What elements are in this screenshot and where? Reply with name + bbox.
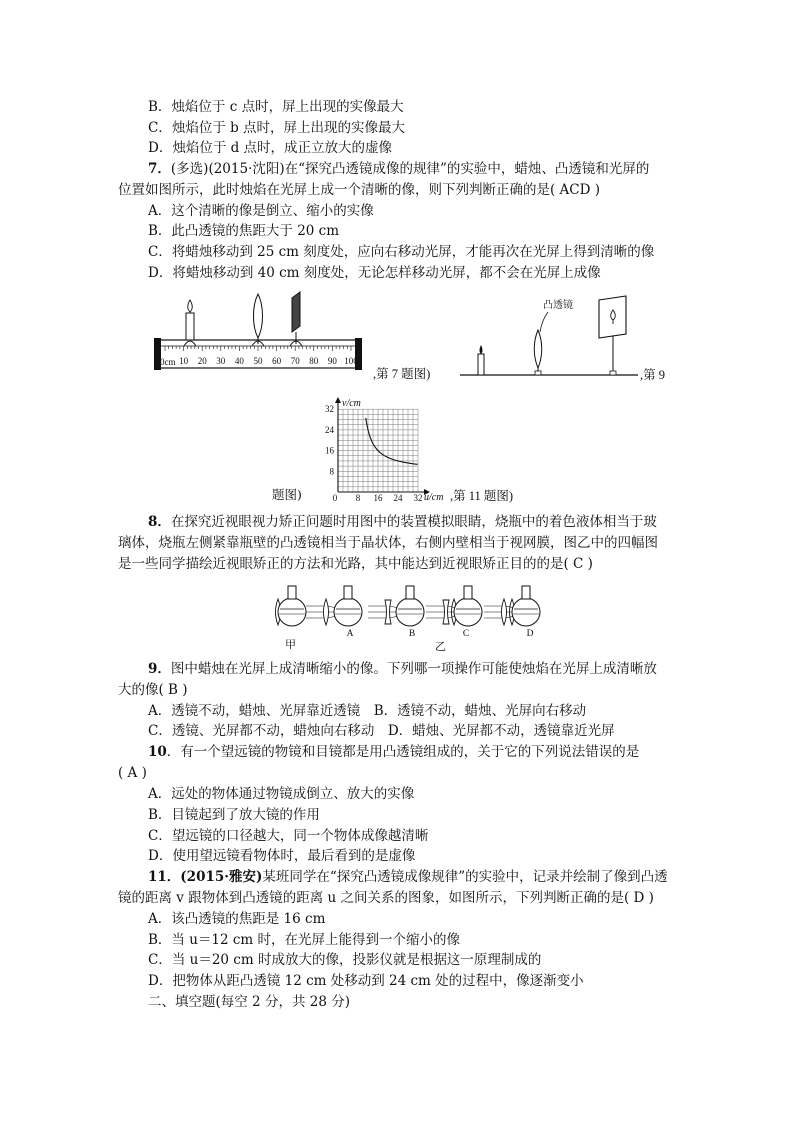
q9-options-cd: C．透镜、光屏都不动，蜡烛向右移动 D．蜡烛、光屏都不动，透镜靠近光屏 — [148, 723, 615, 739]
x-axis-label: u/cm — [424, 492, 444, 503]
bench-tick-label: 10 — [179, 356, 189, 366]
q7-option-d: D．将蜡烛移动到 40 cm 刻度处，无论怎样移动光屏，都不会在光屏上成像 — [148, 265, 601, 281]
lens-label: 凸透镜 — [543, 300, 573, 311]
flask-model — [396, 586, 424, 626]
y-tick-label: 8 — [329, 466, 334, 477]
figure-9-caption-part1: ,第 9 — [640, 368, 666, 382]
q10-option-d: D．使用望远镜看物体时，最后看到的是虚像 — [148, 848, 416, 864]
flame-icon — [188, 300, 193, 312]
q10-option-b: B．目镜起到了放大镜的作用 — [148, 807, 320, 823]
figure-9-setup — [456, 290, 676, 386]
figure-8-option-label: B — [408, 629, 416, 639]
q9-number: 9． — [148, 661, 171, 677]
q11-stem-line1 — [148, 867, 668, 887]
q8-stem-line3: 是一些同学描绘近视眼矫正的方法和光路，其中能达到近视眼矫正目的的是( C ) — [118, 556, 593, 572]
q8-stem-line1 — [148, 512, 657, 532]
flask-model — [454, 586, 482, 626]
q11-option-d: D．把物体从距凸透镜 12 cm 处移动到 24 cm 处的过程中，像逐渐变小 — [148, 973, 584, 989]
q7-text: (多选)(2015·沈阳)在“探究凸透镜成像的规律”的实验中，蜡烛、凸透镜和光屏的 — [170, 161, 650, 177]
bench-tick-label: 40 — [234, 356, 244, 366]
q7-option-a: A．这个清晰的像是倒立、缩小的实像 — [148, 203, 374, 219]
q10-option-a: A．远处的物体通过物镜成倒立、放大的实像 — [148, 786, 415, 802]
q7-stem-line1 — [148, 159, 649, 179]
y-axis-label: v/cm — [342, 398, 361, 409]
x-tick-label: 0 — [332, 493, 338, 503]
bench-tick-label: 70 — [290, 356, 300, 366]
q11-number: 11 — [148, 869, 167, 885]
figure-11-caption: ,第 11 题图) — [450, 489, 514, 503]
figure-8-eye-models — [268, 584, 568, 653]
figure-11-graph — [300, 392, 560, 504]
q8-text: 在探究近视眼视力矫正问题时用图中的装置模拟眼睛，烧瓶中的着色液体相当于玻 — [170, 514, 657, 530]
x-tick-label: 24 — [393, 493, 403, 503]
q10-option-c: C．望远镜的口径越大，同一个物体成像越清晰 — [148, 828, 429, 844]
y-tick-label: 32 — [325, 404, 334, 415]
q11-stem-line2: 镜的距离 v 跟物体到凸透镜的距离 u 之间关系的图象，如图所示，下列判断正确的是( D ) — [118, 890, 654, 906]
small-candle — [478, 345, 484, 375]
q9-stem-line1 — [148, 659, 657, 679]
figure-7-optical-bench — [150, 288, 450, 386]
bench-tick-label: 60 — [272, 356, 282, 366]
q7-option-b: B．此凸透镜的焦距大于 20 cm — [148, 223, 340, 239]
figure-7-caption: ,第 7 题图) — [373, 367, 431, 381]
convex-lens — [534, 330, 542, 375]
ray-bundle — [306, 606, 326, 618]
lens-pointer-line — [540, 312, 548, 332]
section-2-heading: 二、填空题(每空 2 分，共 28 分) — [148, 994, 350, 1010]
q6-option-c: C．烛焰位于 b 点时，屏上出现的实像最大 — [148, 120, 406, 136]
ray-bundle — [368, 606, 388, 618]
flask-model — [512, 586, 540, 626]
bench-tick-label: 20 — [197, 356, 207, 366]
q11-option-b: B．当 u＝12 cm 时，在光屏上能得到一个缩小的像 — [148, 932, 461, 948]
q11-source: ．(2015·雅安) — [166, 869, 263, 885]
figure-8-option-label: C — [462, 629, 470, 639]
q7-option-c: C．将蜡烛移动到 25 cm 刻度处，应向右移动光屏，才能再次在光屏上得到清晰的像 — [148, 244, 655, 260]
q10-text: ．有一个望远镜的物镜和目镜都是用凸透镜组成的，关于它的下列说法错误的是 — [166, 744, 640, 760]
light-screen — [292, 292, 300, 344]
figure-8-yi-label: 乙 — [435, 641, 446, 653]
convex-lens — [254, 294, 263, 344]
correction-lens — [324, 599, 329, 625]
x-tick-label: 16 — [373, 493, 383, 503]
bench-tick-label: 100 — [344, 356, 358, 366]
x-tick-label: 32 — [413, 493, 423, 503]
figure-8-jia-label: 甲 — [285, 639, 296, 651]
figure-8-option-label: D — [526, 629, 534, 639]
q11-option-c: C．当 u＝20 cm 时成放大的像，投影仪就是根据这一原理制成的 — [148, 952, 542, 968]
q8-number: 8． — [148, 514, 171, 530]
correction-lens — [502, 599, 507, 625]
q6-option-d: D．烛焰位于 d 点时，成正立放大的虚像 — [148, 140, 393, 156]
q10-number: 10 — [148, 744, 167, 760]
flask-model — [334, 586, 362, 626]
bench-tick-label: 90 — [327, 356, 337, 366]
bench-tick-label: 80 — [309, 356, 319, 366]
jia-flask — [278, 586, 306, 626]
q11-text: 某班同学在“探究凸透镜成像规律”的实验中，记录并绘制了像到凸透 — [262, 869, 668, 885]
q10-stem-line1 — [148, 742, 639, 762]
bench-tick-label: 30 — [216, 356, 226, 366]
q9-stem-line2: 大的像( B ) — [118, 682, 188, 698]
q7-stem-line2: 位置如图所示，此时烛焰在光屏上成一个清晰的像，则下列判断正确的是( ACD ) — [118, 182, 601, 198]
q9-options-ab: A．透镜不动，蜡烛、光屏靠近透镜 B．透镜不动，蜡烛、光屏向右移动 — [148, 703, 587, 719]
q8-stem-line2: 璃体，烧瓶左侧紧靠瓶壁的凸透镜相当于晶状体，右侧内壁相当于视网膜，图乙中的四幅图 — [118, 535, 658, 551]
bench-unit-label: 0cm — [160, 357, 176, 367]
x-tick-label: 8 — [355, 493, 361, 503]
q11-option-a: A．该凸透镜的焦距是 16 cm — [148, 911, 326, 927]
candle — [186, 300, 194, 340]
figure-8-option-label: A — [346, 629, 354, 639]
bench-tick-label: 50 — [253, 356, 263, 366]
q6-option-b: B．烛焰位于 c 点时，屏上出现的实像最大 — [148, 99, 404, 115]
q9-text: 图中蜡烛在光屏上成清晰缩小的像。下列哪一项操作可能使烛焰在光屏上成清晰放 — [170, 661, 657, 677]
screen-with-image — [599, 296, 626, 375]
ray-bundle — [484, 606, 504, 618]
ray-bundle — [426, 606, 446, 618]
figure-9-caption-part2: 题图) — [272, 487, 302, 502]
y-tick-label: 16 — [325, 445, 334, 456]
y-tick-label: 24 — [325, 424, 334, 435]
q10-stem-line2: ( A ) — [118, 765, 147, 781]
q7-number: 7． — [148, 161, 171, 177]
